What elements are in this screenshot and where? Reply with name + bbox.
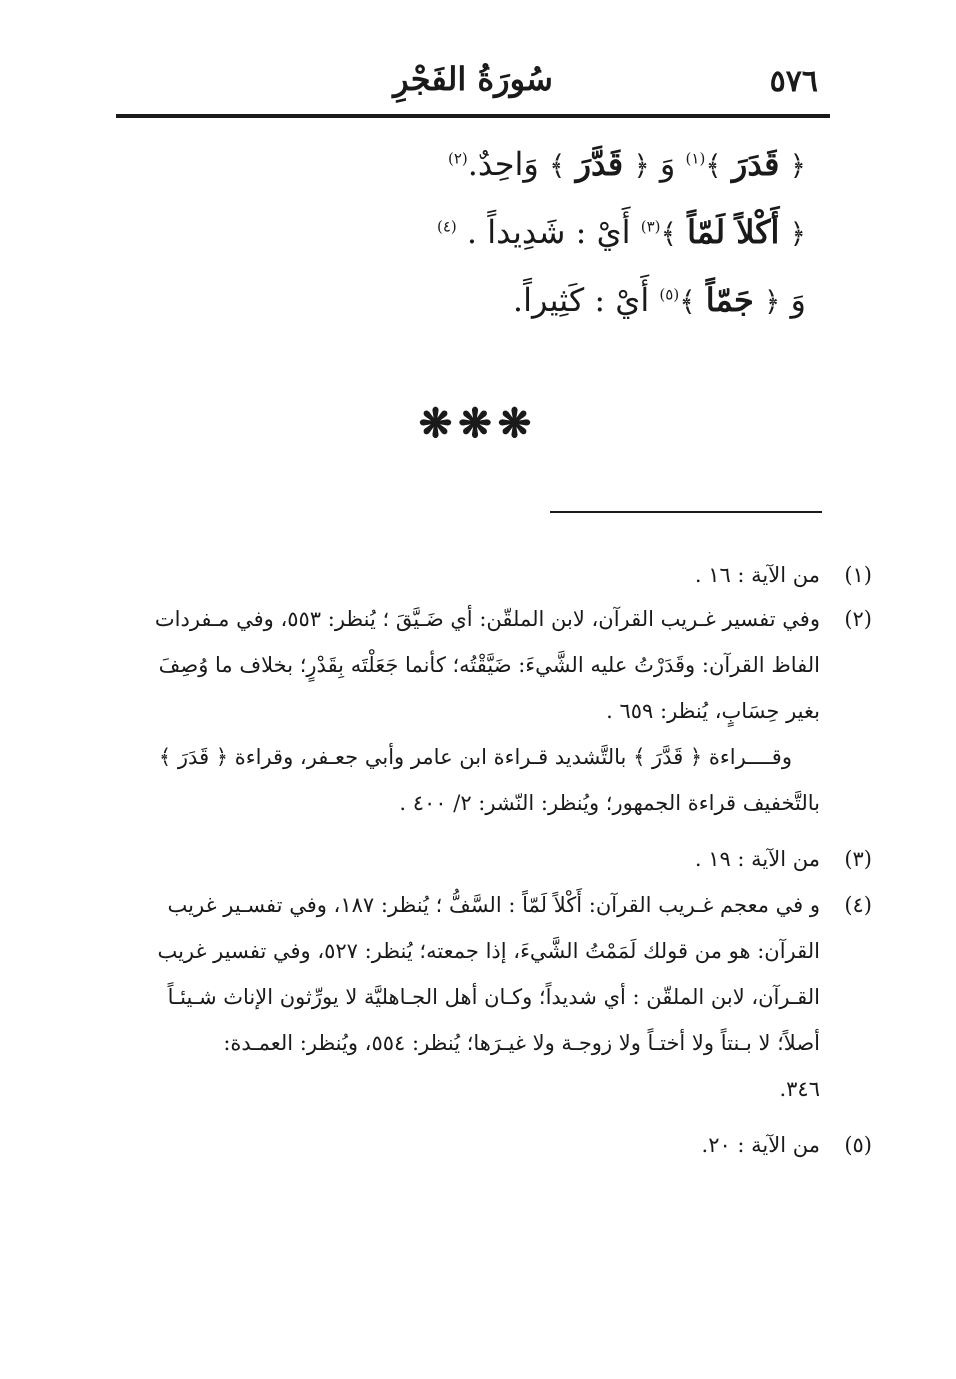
footnote-line: من الآية : ١٦ . <box>694 563 820 587</box>
ornate-brace-close-icon: ﴾ <box>549 149 566 182</box>
footnote-2 <box>112 596 872 826</box>
footnote-line: وفي تفسير غـريب القرآن، لابن الملقّن: أي ضَـيَّقَ ؛ يُنظر: ٥٥٣، وفي مـفردات <box>154 607 820 631</box>
footnote-line: وقــــراءة ﴿ قَدَّرَ ﴾ بالتَّشديد قـراءة ابن عامر وأبي جعـفر، وقراءة ﴿ قَدَرَ ﴾ <box>158 745 792 769</box>
footnote-ref: (٣) <box>640 217 661 236</box>
surah-title: سُورَةُ الفَجْرِ <box>393 60 553 98</box>
footnote-ref: (١) <box>685 149 706 168</box>
footnote-number: (٣) <box>844 847 872 871</box>
page-number: ٥٧٦ <box>769 64 818 99</box>
footnote-line: بغير حِسَابٍ، يُنظر: ٦٥٩ . <box>606 699 820 723</box>
gloss-conjunction: وَ <box>659 145 676 183</box>
ornate-brace-open-icon: ﴿ <box>633 149 650 182</box>
gloss-word: قَدَرَ <box>731 145 780 183</box>
footnote-1 <box>112 552 872 598</box>
gloss-meaning: أَيْ : كَثِيراً. <box>512 281 650 319</box>
footnote-ref: (٢) <box>447 149 468 168</box>
gloss-line-2 <box>436 213 806 251</box>
footnote-ref: (٤) <box>436 217 457 236</box>
gloss-line-1 <box>447 145 806 183</box>
page-header <box>116 58 830 110</box>
footnote-ref: (٥) <box>659 285 680 304</box>
footnote-number: (٥) <box>844 1133 872 1157</box>
ornate-brace-open-icon: ﴿ <box>763 285 781 318</box>
footnote-line: بالتَّخفيف قراءة الجمهور؛ ويُنظر: النّشر: ٢/ ٤٠٠ . <box>399 791 820 815</box>
footnote-line: أصلاً؛ لا بـنتاً ولا أختـاً ولا زوجـة ولا غيـرَها؛ يُنظر: ٥٥٤، ويُنظر: العمـدة: <box>223 1031 820 1055</box>
footnote-line: و في معجم غـريب القرآن: أَكْلاً لَمّاً : السَّفُّ ؛ يُنظر: ١٨٧، وفي تفسـير غريب <box>167 893 820 917</box>
gloss-word: أَكْلاً لَمّاً <box>687 213 780 251</box>
footnote-line: القـرآن، لابن الملقّن : أي شديداً؛ وكـان أهل الجـاهليَّة لا يورِّثون الإناث شـيئـاً <box>167 985 820 1009</box>
footnote-3 <box>112 836 872 882</box>
footnote-number: (٤) <box>844 893 872 917</box>
gloss-conjunction: وَ <box>790 281 806 319</box>
ornate-brace-close-icon: ﴾ <box>679 285 696 318</box>
footnote-line: من الآية : ٢٠. <box>701 1133 820 1157</box>
footnote-line: ٣٤٦. <box>779 1077 820 1101</box>
footnote-line: الفاظ القرآن: وقَدَرْتُ عليه الشَّيءَ: ضَيَّقْتُه؛ كأنما جَعَلْتَه بِقَدْرٍ؛ بخلاف ما وُصِفَ <box>158 653 820 677</box>
footnote-line: القرآن: هو من قولك لَمَمْتُ الشَّيءَ، إذا جمعته؛ يُنظر: ٥٢٧، وفي تفسير غريب <box>157 939 820 963</box>
footnote-5 <box>112 1122 872 1168</box>
footnote-divider <box>550 511 822 513</box>
ornate-brace-close-icon: ﴾ <box>660 217 677 250</box>
gloss-meaning: أَيْ : شَدِيداً . <box>466 213 631 251</box>
gloss-word: قَدَّرَ <box>575 145 624 183</box>
footnote-line: من الآية : ١٩ . <box>694 847 820 871</box>
gloss-line-3 <box>512 281 806 319</box>
header-divider <box>116 114 830 118</box>
gloss-meaning: وَاحِدٌ. <box>467 145 539 183</box>
footnote-number: (٢) <box>844 607 872 631</box>
ornate-brace-close-icon: ﴾ <box>705 149 722 182</box>
gloss-word: جَمّاً <box>705 281 754 319</box>
footnote-4 <box>112 882 872 1112</box>
ornate-brace-open-icon: ﴿ <box>789 217 806 250</box>
ornate-brace-open-icon: ﴿ <box>789 149 806 182</box>
footnote-number: (١) <box>844 563 872 587</box>
section-separator-icon: ❋❋❋ <box>418 400 538 447</box>
